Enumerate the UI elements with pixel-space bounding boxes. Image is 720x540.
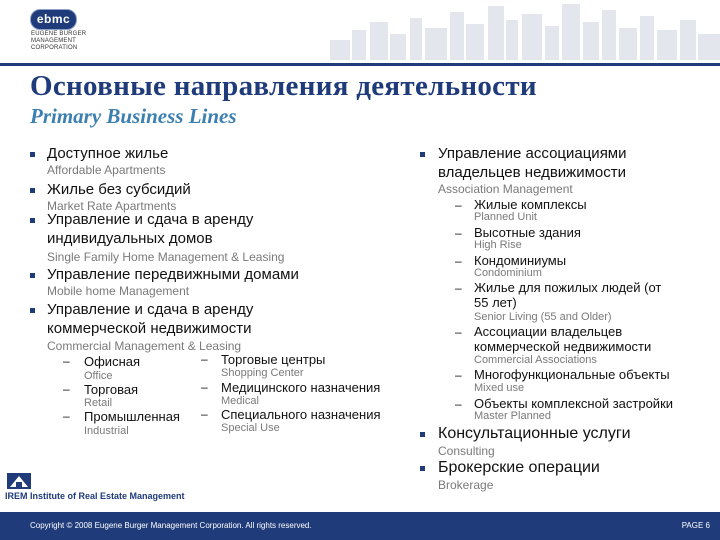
commercial-office-en: Office [84,370,113,382]
dash-marker: – [455,254,462,268]
bullet-icon [30,218,35,223]
assoc-mixed-use-en: Mixed use [474,382,525,394]
city-skyline-graphic [330,0,720,60]
bullet-icon [30,308,35,313]
dash-marker: – [455,281,462,295]
left-item-4-sub: Mobile home Management [47,284,190,298]
right-consulting-title: Консультационные услуги [438,425,631,442]
assoc-senior-en: Senior Living (55 and Older) [474,311,612,323]
commercial-industrial-en: Industrial [84,425,129,437]
assoc-commercial: Ассоциации владельцев коммерческой недвижимости [474,324,652,354]
dash-marker: – [63,354,70,368]
header-rule [0,63,720,66]
logo-line: CORPORATION [31,45,78,51]
left-item-5-sub: Commercial Management & Leasing [47,339,242,353]
left-item-1-title: Доступное жилье [47,145,169,162]
bullet-icon [420,466,425,471]
right-consulting-sub: Consulting [438,444,495,458]
dash-marker: – [201,380,208,394]
bullet-icon [30,152,35,157]
left-item-5-title: Управление и сдача в аренду коммерческой недвижимости [47,301,254,337]
left-item-2-sub: Market Rate Apartments [47,199,177,213]
dash-marker: – [455,325,462,339]
left-item-1-sub: Affordable Apartments [47,163,166,177]
assoc-commercial-en: Commercial Associations [474,354,597,366]
commercial-shopping-en: Shopping Center [221,367,304,379]
assoc-planned-unit: Жилые комплексы [474,197,587,212]
assoc-high-rise: Высотные здания [474,225,581,240]
assoc-master-planned: Объекты комплексной застройки [474,396,674,411]
dash-marker: – [455,226,462,240]
commercial-office: Офисная [84,354,141,369]
ebmc-logo-badge: ebmc [30,9,77,30]
bullet-icon [30,188,35,193]
commercial-medical: Медицинского назначения [221,380,381,395]
dash-marker: – [63,382,70,396]
logo-line: MANAGEMENT [31,38,77,44]
logo-line: EUGENE BURGER [31,31,87,37]
commercial-industrial: Промышленная [84,409,180,424]
assoc-planned-unit-en: Planned Unit [474,211,537,223]
commercial-retail: Торговая [84,382,139,397]
assoc-mixed-use: Многофункциональные объекты [474,367,670,382]
right-association-title: Управление ассоциациями владельцев недвижимости [438,145,627,181]
page-subtitle: Primary Business Lines [30,104,237,128]
assoc-senior: Жилье для пожилых людей (от 55 лет) [474,280,662,310]
dash-marker: – [455,397,462,411]
dash-marker: – [455,368,462,382]
ebmc-logo-text [31,31,86,52]
right-association-sub: Association Management [438,182,573,196]
bullet-icon [30,273,35,278]
commercial-shopping: Торговые центры [221,352,326,367]
assoc-condo-en: Condominium [474,267,542,279]
assoc-condo: Кондоминиумы [474,253,567,268]
commercial-retail-en: Retail [84,397,113,409]
commercial-special-en: Special Use [221,422,280,434]
right-brokerage-title: Брокерские операции [438,459,600,476]
footer-copyright: Copyright © 2008 Eugene Burger Management Corporation. All rights reserved. [30,521,312,530]
commercial-special: Специального назначения [221,407,381,422]
dash-marker: – [201,352,208,366]
commercial-medical-en: Medical [221,395,259,407]
irem-logo-icon [7,473,31,489]
dash-marker: – [201,407,208,421]
assoc-master-planned-en: Master Planned [474,410,552,422]
left-item-2-title: Жилье без субсидий [47,181,191,198]
left-item-4-title: Управление передвижными домами [47,266,299,283]
irem-label: IREM Institute of Real Estate Management [5,491,185,501]
assoc-high-rise-en: High Rise [474,239,522,251]
bullet-icon [420,152,425,157]
dash-marker: – [455,198,462,212]
bullet-icon [420,432,425,437]
page-title: Основные направления деятельности [30,70,537,102]
right-brokerage-sub: Brokerage [438,478,494,492]
dash-marker: – [63,409,70,423]
left-item-3-title: Управление и сдача в аренду индивидуальных домов [47,211,254,247]
left-item-3-sub: Single Family Home Management & Leasing [47,250,285,264]
page-number: PAGE 6 [681,521,710,530]
